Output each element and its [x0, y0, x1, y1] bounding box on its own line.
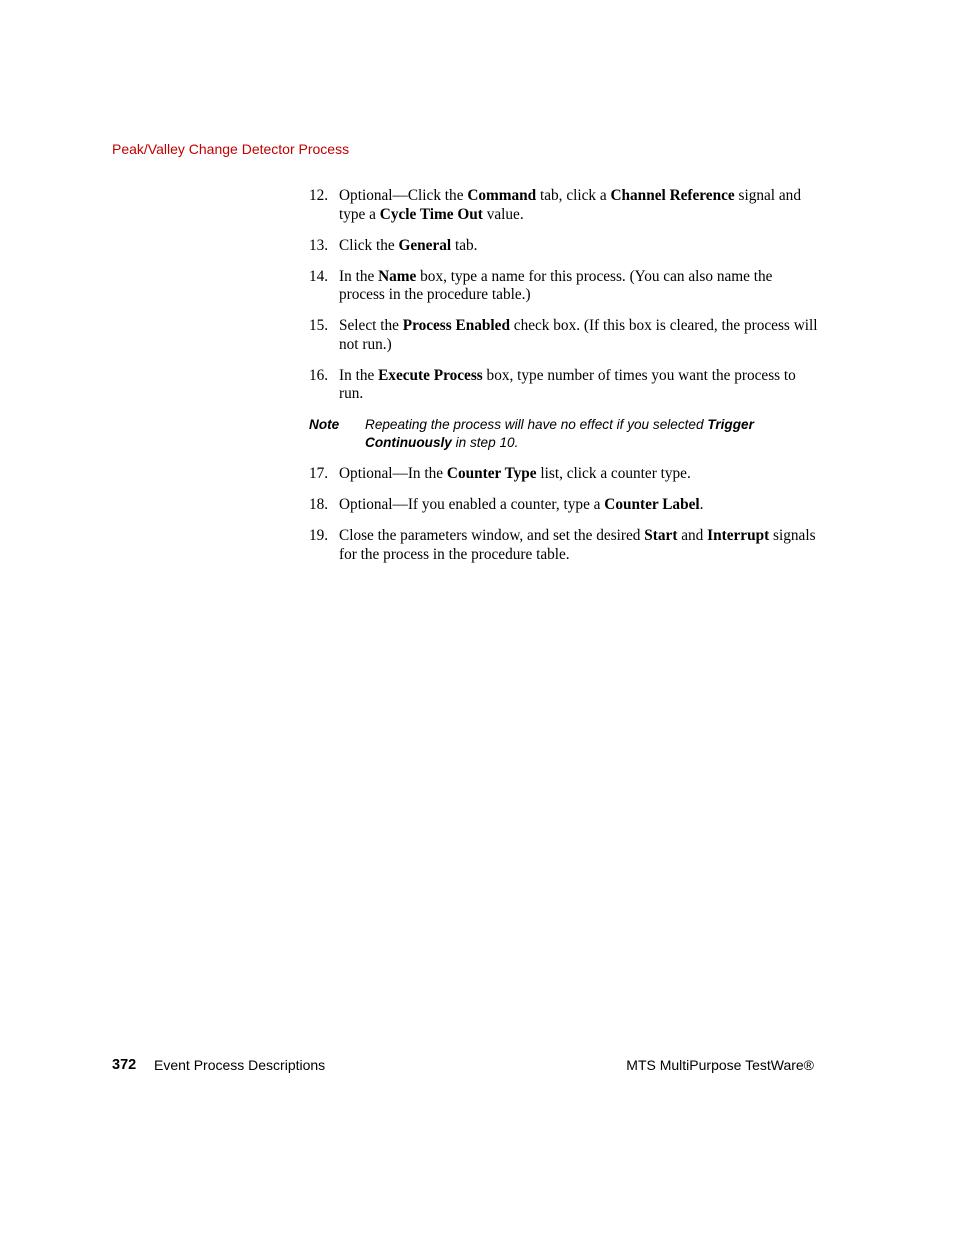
- bold-term: Name: [378, 267, 417, 285]
- step-number: 13.: [309, 236, 329, 254]
- step-list-part-1: [309, 187, 819, 404]
- step-number: 19.: [309, 527, 329, 544]
- footer-product-name: MTS MultiPurpose TestWare®: [626, 1057, 814, 1073]
- text-run: check box. (If this box is cleared, the process will not run.): [339, 317, 818, 353]
- step-text: [339, 317, 819, 354]
- step-number: 17.: [309, 465, 329, 482]
- section-header-title: Peak/Valley Change Detector Process: [112, 141, 350, 157]
- step-text: [339, 527, 819, 564]
- footer-section-name: Event Process Descriptions: [154, 1057, 326, 1073]
- step-item: [309, 367, 819, 404]
- step-text: [339, 237, 819, 256]
- text-run: Optional—If you enabled a counter, type a: [339, 496, 605, 513]
- text-run: Click the: [339, 236, 399, 254]
- text-run: In the: [339, 366, 379, 384]
- step-item: [309, 187, 819, 224]
- bold-term: Cycle Time Out: [379, 205, 483, 223]
- procedure-steps: [309, 187, 819, 577]
- text-run: Optional—Click the: [339, 187, 468, 204]
- step-number: 18.: [309, 496, 329, 513]
- step-item: [309, 237, 819, 256]
- text-run: box, type number of times you want the process to run.: [339, 366, 796, 402]
- step-item: [309, 527, 819, 564]
- text-run: tab.: [451, 236, 478, 254]
- note-block: [309, 416, 819, 451]
- step-number: 16.: [309, 366, 329, 384]
- bold-term: Command: [467, 187, 537, 204]
- step-number: 14.: [309, 267, 329, 285]
- text-run: tab, click a: [536, 187, 611, 204]
- bold-term: Execute Process: [378, 366, 483, 384]
- text-run: Repeating the process will have no effect if you selected: [365, 417, 708, 432]
- step-text: [339, 496, 819, 515]
- note-label: Note: [309, 417, 340, 432]
- text-run: .: [699, 496, 704, 513]
- bold-term: Process Enabled: [402, 317, 510, 334]
- step-text: [339, 367, 819, 404]
- text-run: Select the: [339, 317, 403, 334]
- text-run: box, type a name for this process. (You can also name the process in the procedure table.): [339, 267, 773, 303]
- text-run: Close the parameters window, and set the desired: [339, 527, 645, 544]
- step-item: [309, 317, 819, 354]
- text-run: Optional—In the: [339, 465, 447, 482]
- text-run: signal and type a: [339, 187, 801, 223]
- step-number: 12.: [309, 187, 329, 204]
- step-list-part-2: [309, 465, 819, 564]
- bold-term: Start: [644, 527, 678, 544]
- bold-term: Trigger Continuously: [365, 417, 754, 450]
- step-item: [309, 268, 819, 305]
- note-text: [365, 416, 819, 451]
- bold-term: General: [398, 236, 452, 254]
- bold-term: Channel Reference: [610, 187, 735, 204]
- text-run: in step 10.: [451, 434, 519, 450]
- text-run: signals for the process in the procedure table.: [339, 527, 816, 563]
- step-item: [309, 465, 819, 484]
- step-number: 15.: [309, 317, 329, 334]
- step-text: [339, 465, 819, 484]
- step-text: [339, 187, 819, 224]
- text-run: In the: [339, 267, 379, 285]
- page-number: 372: [112, 1057, 137, 1073]
- text-run: value.: [482, 205, 524, 223]
- bold-term: Interrupt: [707, 527, 770, 544]
- bold-term: Counter Type: [446, 465, 537, 482]
- step-text: [339, 268, 819, 305]
- bold-term: Counter Label: [604, 496, 700, 513]
- text-run: and: [677, 527, 708, 544]
- text-run: list, click a counter type.: [536, 465, 691, 482]
- step-item: [309, 496, 819, 515]
